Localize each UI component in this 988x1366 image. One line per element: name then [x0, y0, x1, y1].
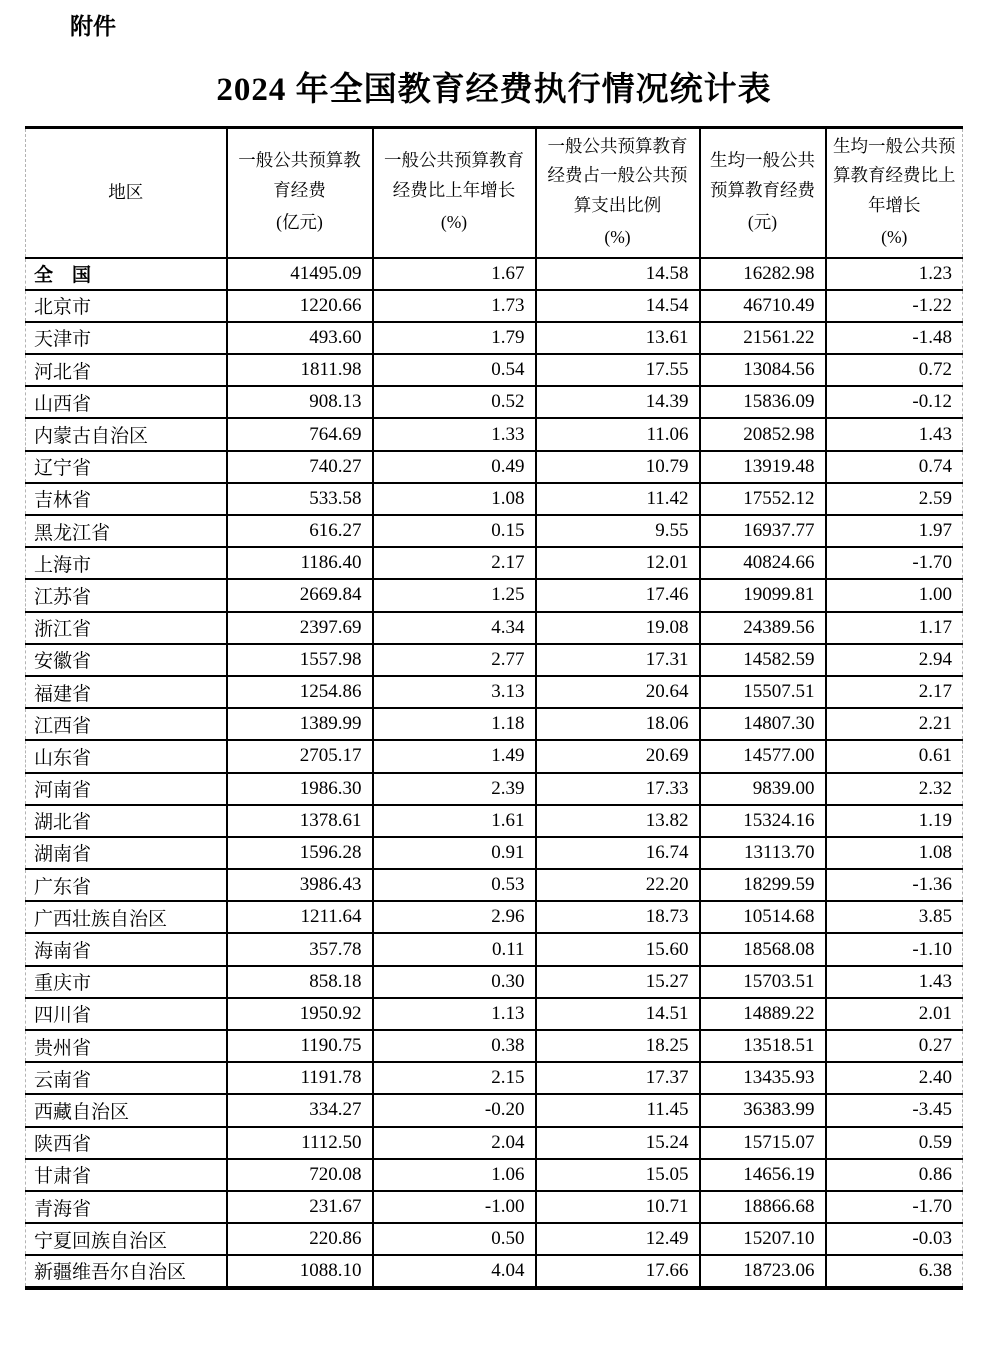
value-cell: 1190.75 [227, 1030, 373, 1062]
region-cell: 新疆维吾尔自治区 [26, 1255, 227, 1287]
table-row [26, 1159, 963, 1191]
value-cell: 17.46 [536, 579, 700, 611]
value-cell: -1.36 [826, 869, 963, 901]
region-cell: 浙江省 [26, 612, 227, 644]
value-cell: 14.58 [536, 258, 700, 290]
table-row [26, 708, 963, 740]
table-row [26, 258, 963, 290]
table-row [26, 966, 963, 998]
table-row [26, 418, 963, 450]
value-cell: 4.34 [373, 612, 536, 644]
region-cell: 重庆市 [26, 966, 227, 998]
value-cell: 2.15 [373, 1062, 536, 1094]
value-cell: 1378.61 [227, 805, 373, 837]
table-row [26, 933, 963, 965]
value-cell: 15324.16 [700, 805, 826, 837]
table-row [26, 644, 963, 676]
value-cell: 19.08 [536, 612, 700, 644]
value-cell: 15.60 [536, 933, 700, 965]
value-cell: 231.67 [227, 1191, 373, 1223]
region-cell: 安徽省 [26, 644, 227, 676]
value-cell: -0.20 [373, 1094, 536, 1126]
table-row [26, 1094, 963, 1126]
value-cell: 2669.84 [227, 579, 373, 611]
value-cell: -1.70 [826, 547, 963, 579]
value-cell: 18.73 [536, 901, 700, 933]
table-row [26, 1030, 963, 1062]
value-cell: 0.53 [373, 869, 536, 901]
value-cell: 13113.70 [700, 837, 826, 869]
value-cell: 1.18 [373, 708, 536, 740]
header-label: 生均一般公共预算教育经费比上年增长 [833, 135, 956, 215]
value-cell: 40824.66 [700, 547, 826, 579]
value-cell: 1.67 [373, 258, 536, 290]
value-cell: 14582.59 [700, 644, 826, 676]
region-cell: 江苏省 [26, 579, 227, 611]
value-cell: 0.52 [373, 386, 536, 418]
value-cell: 15703.51 [700, 966, 826, 998]
region-cell: 上海市 [26, 547, 227, 579]
value-cell: 12.01 [536, 547, 700, 579]
value-cell: 2.04 [373, 1127, 536, 1159]
value-cell: 1950.92 [227, 998, 373, 1030]
value-cell: 0.54 [373, 354, 536, 386]
region-cell: 吉林省 [26, 483, 227, 515]
header-unit: (%) [881, 226, 908, 247]
value-cell: 3.85 [826, 901, 963, 933]
table-row [26, 869, 963, 901]
value-cell: 14889.22 [700, 998, 826, 1030]
table-row [26, 451, 963, 483]
value-cell: 20.69 [536, 740, 700, 772]
value-cell: 2.40 [826, 1062, 963, 1094]
region-cell: 四川省 [26, 998, 227, 1030]
value-cell: 10.71 [536, 1191, 700, 1223]
value-cell: 1.61 [373, 805, 536, 837]
value-cell: 1.19 [826, 805, 963, 837]
value-cell: 2.39 [373, 773, 536, 805]
value-cell: 17.66 [536, 1255, 700, 1287]
table-row [26, 901, 963, 933]
value-cell: 1.49 [373, 740, 536, 772]
value-cell: 24389.56 [700, 612, 826, 644]
value-cell: 2.94 [826, 644, 963, 676]
value-cell: 1596.28 [227, 837, 373, 869]
value-cell: 21561.22 [700, 322, 826, 354]
value-cell: 2.17 [373, 547, 536, 579]
table-row [26, 805, 963, 837]
table-row [26, 1255, 963, 1287]
value-cell: 493.60 [227, 322, 373, 354]
value-cell: 14.54 [536, 290, 700, 322]
value-cell: 1.25 [373, 579, 536, 611]
header-label: 地区 [108, 181, 144, 202]
value-cell: 3.13 [373, 676, 536, 708]
value-cell: 16.74 [536, 837, 700, 869]
value-cell: 2.59 [826, 483, 963, 515]
value-cell: -0.03 [826, 1223, 963, 1255]
value-cell: 15507.51 [700, 676, 826, 708]
value-cell: 2.01 [826, 998, 963, 1030]
value-cell: -1.70 [826, 1191, 963, 1223]
value-cell: 17.33 [536, 773, 700, 805]
value-cell: 4.04 [373, 1255, 536, 1287]
value-cell: 20852.98 [700, 418, 826, 450]
table-row [26, 354, 963, 386]
table-row [26, 290, 963, 322]
value-cell: 15207.10 [700, 1223, 826, 1255]
value-cell: 720.08 [227, 1159, 373, 1191]
region-cell: 广西壮族自治区 [26, 901, 227, 933]
value-cell: 16282.98 [700, 258, 826, 290]
value-cell: 19099.81 [700, 579, 826, 611]
header-label: 一般公共预算教育经费比上年增长 [384, 150, 524, 201]
value-cell: -1.00 [373, 1191, 536, 1223]
value-cell: 14577.00 [700, 740, 826, 772]
value-cell: 357.78 [227, 933, 373, 965]
value-cell: 14656.19 [700, 1159, 826, 1191]
region-cell: 天津市 [26, 322, 227, 354]
header-unit: (亿元) [276, 211, 323, 232]
header-unit: (元) [747, 211, 778, 232]
value-cell: 20.64 [536, 676, 700, 708]
value-cell: 533.58 [227, 483, 373, 515]
value-cell: 13435.93 [700, 1062, 826, 1094]
value-cell: 46710.49 [700, 290, 826, 322]
region-cell: 山东省 [26, 740, 227, 772]
value-cell: 2705.17 [227, 740, 373, 772]
value-cell: 1.08 [373, 483, 536, 515]
value-cell: 15715.07 [700, 1127, 826, 1159]
region-cell: 湖南省 [26, 837, 227, 869]
value-cell: 1088.10 [227, 1255, 373, 1287]
table-row [26, 1223, 963, 1255]
value-cell: 3986.43 [227, 869, 373, 901]
value-cell: 36383.99 [700, 1094, 826, 1126]
value-cell: 0.15 [373, 515, 536, 547]
value-cell: 220.86 [227, 1223, 373, 1255]
value-cell: 1986.30 [227, 773, 373, 805]
value-cell: 9839.00 [700, 773, 826, 805]
value-cell: 14.51 [536, 998, 700, 1030]
region-cell: 云南省 [26, 1062, 227, 1094]
value-cell: 0.91 [373, 837, 536, 869]
header-cell-0 [26, 128, 227, 258]
value-cell: -0.12 [826, 386, 963, 418]
value-cell: -1.48 [826, 322, 963, 354]
value-cell: 11.06 [536, 418, 700, 450]
header-cell-2 [373, 128, 536, 258]
region-cell: 海南省 [26, 933, 227, 965]
value-cell: 2.96 [373, 901, 536, 933]
value-cell: 14807.30 [700, 708, 826, 740]
value-cell: 17552.12 [700, 483, 826, 515]
table-row [26, 998, 963, 1030]
table-row [26, 483, 963, 515]
table-row [26, 612, 963, 644]
value-cell: 2397.69 [227, 612, 373, 644]
table-row [26, 579, 963, 611]
value-cell: 1811.98 [227, 354, 373, 386]
table-row [26, 322, 963, 354]
value-cell: 1.33 [373, 418, 536, 450]
value-cell: 9.55 [536, 515, 700, 547]
value-cell: 22.20 [536, 869, 700, 901]
value-cell: 13518.51 [700, 1030, 826, 1062]
value-cell: 1.97 [826, 515, 963, 547]
value-cell: 740.27 [227, 451, 373, 483]
value-cell: 0.50 [373, 1223, 536, 1255]
value-cell: 1.43 [826, 418, 963, 450]
value-cell: 16937.77 [700, 515, 826, 547]
region-cell: 黑龙江省 [26, 515, 227, 547]
table-row [26, 773, 963, 805]
value-cell: 0.72 [826, 354, 963, 386]
value-cell: 17.37 [536, 1062, 700, 1094]
value-cell: 12.49 [536, 1223, 700, 1255]
table-row [26, 386, 963, 418]
value-cell: 13.61 [536, 322, 700, 354]
value-cell: 0.11 [373, 933, 536, 965]
region-cell: 江西省 [26, 708, 227, 740]
table-row [26, 547, 963, 579]
header-label: 一般公共预算教育经费占一般公共预算支出比例 [547, 135, 688, 215]
value-cell: 2.21 [826, 708, 963, 740]
value-cell: 13919.48 [700, 451, 826, 483]
value-cell: 11.42 [536, 483, 700, 515]
value-cell: 334.27 [227, 1094, 373, 1126]
value-cell: 0.61 [826, 740, 963, 772]
value-cell: 0.27 [826, 1030, 963, 1062]
header-cell-3 [536, 128, 700, 258]
table-row [26, 1062, 963, 1094]
region-cell: 内蒙古自治区 [26, 418, 227, 450]
value-cell: 0.59 [826, 1127, 963, 1159]
value-cell: 6.38 [826, 1255, 963, 1287]
region-cell: 宁夏回族自治区 [26, 1223, 227, 1255]
value-cell: 1.06 [373, 1159, 536, 1191]
table-row [26, 837, 963, 869]
value-cell: 0.38 [373, 1030, 536, 1062]
value-cell: 1.08 [826, 837, 963, 869]
value-cell: 13.82 [536, 805, 700, 837]
region-cell: 福建省 [26, 676, 227, 708]
value-cell: 1389.99 [227, 708, 373, 740]
table-row [26, 1191, 963, 1223]
region-cell: 湖北省 [26, 805, 227, 837]
region-cell: 辽宁省 [26, 451, 227, 483]
value-cell: 0.49 [373, 451, 536, 483]
value-cell: 1.73 [373, 290, 536, 322]
value-cell: 2.32 [826, 773, 963, 805]
value-cell: 1186.40 [227, 547, 373, 579]
value-cell: 18299.59 [700, 869, 826, 901]
page-title: 2024 年全国教育经费执行情况统计表 [216, 72, 772, 108]
table-row [26, 676, 963, 708]
value-cell: 1.43 [826, 966, 963, 998]
region-cell: 贵州省 [26, 1030, 227, 1062]
value-cell: -3.45 [826, 1094, 963, 1126]
value-cell: 17.55 [536, 354, 700, 386]
value-cell: 0.30 [373, 966, 536, 998]
value-cell: -1.22 [826, 290, 963, 322]
value-cell: 18568.08 [700, 933, 826, 965]
value-cell: -1.10 [826, 933, 963, 965]
value-cell: 2.77 [373, 644, 536, 676]
header-row [26, 128, 963, 258]
value-cell: 858.18 [227, 966, 373, 998]
value-cell: 1.23 [826, 258, 963, 290]
region-cell: 山西省 [26, 386, 227, 418]
table-row [26, 740, 963, 772]
value-cell: 1.79 [373, 322, 536, 354]
value-cell: 11.45 [536, 1094, 700, 1126]
region-cell: 全 国 [26, 258, 227, 290]
value-cell: 13084.56 [700, 354, 826, 386]
value-cell: 10.79 [536, 451, 700, 483]
value-cell: 17.31 [536, 644, 700, 676]
education-funding-table [25, 126, 963, 1290]
region-cell: 广东省 [26, 869, 227, 901]
header-label: 生均一般公共预算教育经费 [710, 150, 815, 201]
value-cell: 10514.68 [700, 901, 826, 933]
region-cell: 西藏自治区 [26, 1094, 227, 1126]
value-cell: 908.13 [227, 386, 373, 418]
region-cell: 青海省 [26, 1191, 227, 1223]
value-cell: 616.27 [227, 515, 373, 547]
value-cell: 0.86 [826, 1159, 963, 1191]
header-cell-4 [700, 128, 826, 258]
header-unit: (%) [604, 226, 631, 247]
header-cell-1 [227, 128, 373, 258]
value-cell: 1191.78 [227, 1062, 373, 1094]
value-cell: 18.06 [536, 708, 700, 740]
table-body [26, 258, 963, 1288]
value-cell: 18866.68 [700, 1191, 826, 1223]
region-cell: 北京市 [26, 290, 227, 322]
value-cell: 18.25 [536, 1030, 700, 1062]
value-cell: 0.74 [826, 451, 963, 483]
table-header [26, 128, 963, 258]
value-cell: 1.00 [826, 579, 963, 611]
value-cell: 1.17 [826, 612, 963, 644]
region-cell: 甘肃省 [26, 1159, 227, 1191]
value-cell: 1220.66 [227, 290, 373, 322]
region-cell: 河北省 [26, 354, 227, 386]
value-cell: 1254.86 [227, 676, 373, 708]
table-row [26, 1127, 963, 1159]
value-cell: 41495.09 [227, 258, 373, 290]
value-cell: 14.39 [536, 386, 700, 418]
header-unit: (%) [440, 211, 468, 232]
value-cell: 2.17 [826, 676, 963, 708]
value-cell: 15.27 [536, 966, 700, 998]
attachment-label: 附件 [70, 13, 116, 39]
region-cell: 陕西省 [26, 1127, 227, 1159]
region-cell: 河南省 [26, 773, 227, 805]
value-cell: 764.69 [227, 418, 373, 450]
value-cell: 18723.06 [700, 1255, 826, 1287]
value-cell: 1112.50 [227, 1127, 373, 1159]
header-cell-5 [826, 128, 963, 258]
value-cell: 1557.98 [227, 644, 373, 676]
value-cell: 15.05 [536, 1159, 700, 1191]
value-cell: 15.24 [536, 1127, 700, 1159]
value-cell: 1.13 [373, 998, 536, 1030]
table-row [26, 515, 963, 547]
value-cell: 1211.64 [227, 901, 373, 933]
value-cell: 15836.09 [700, 386, 826, 418]
header-label: 一般公共预算教育经费 [238, 150, 361, 201]
